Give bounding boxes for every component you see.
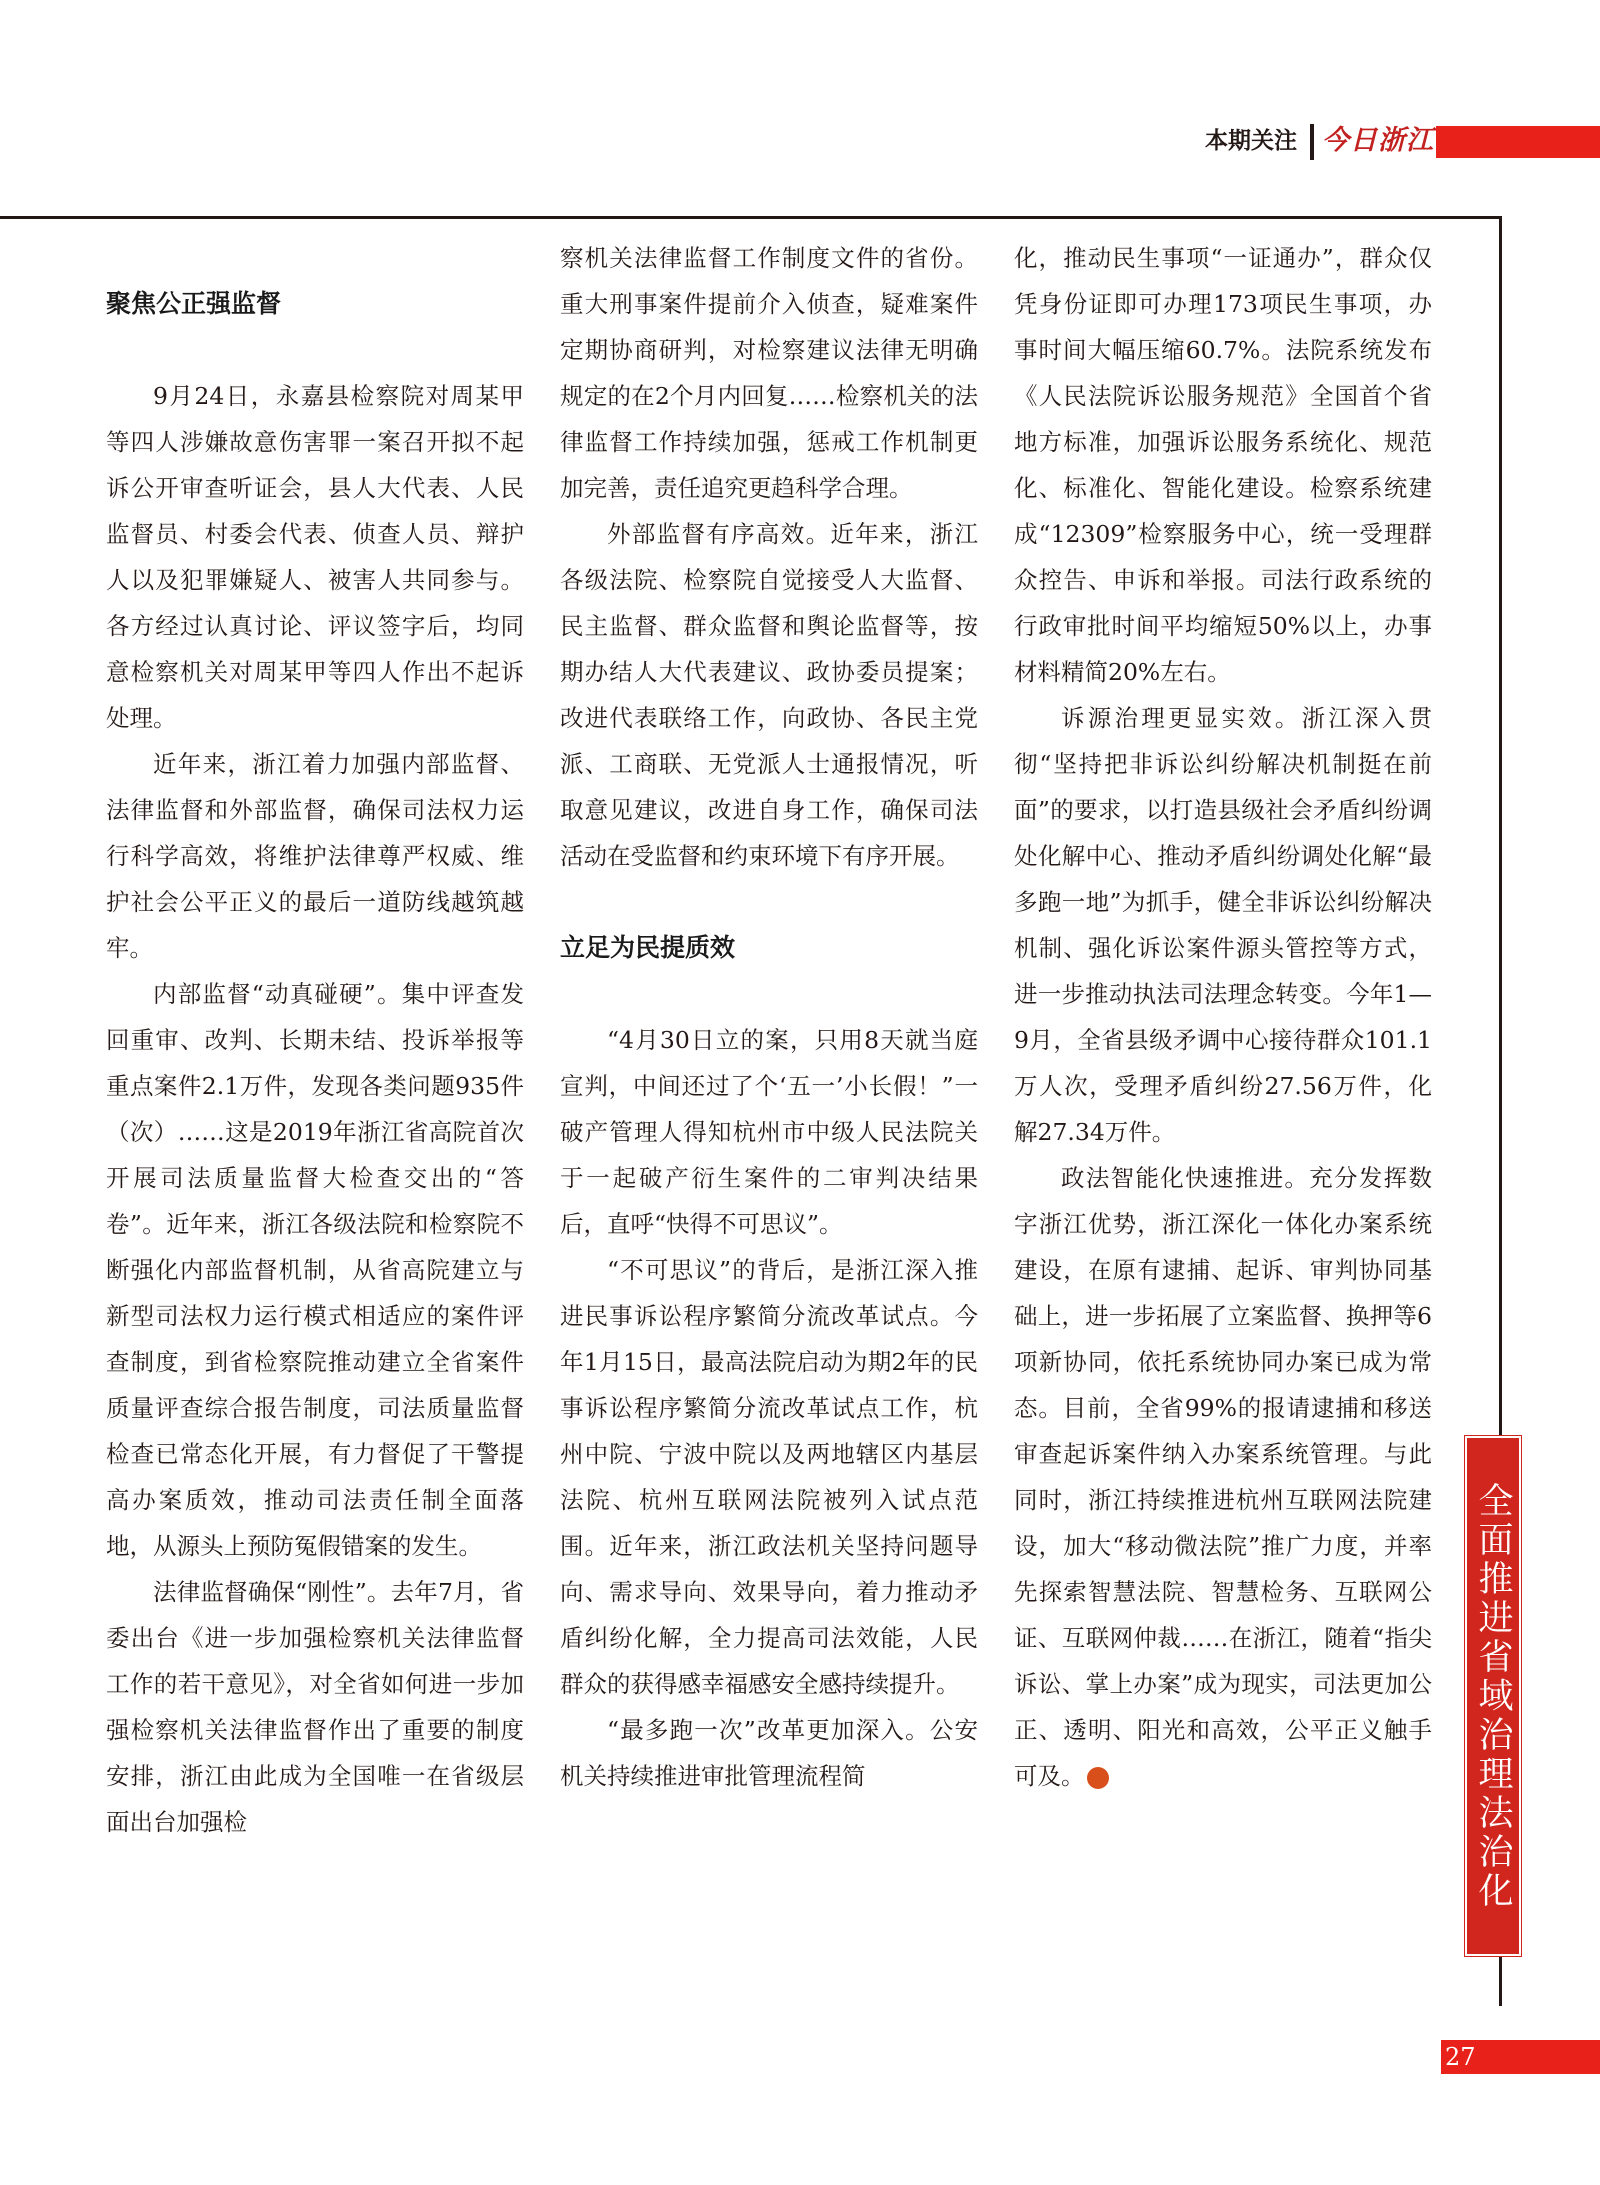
column-spacer [106, 327, 524, 373]
paragraph: 内部监督“动真碰硬”。集中评查发回重审、改判、长期未结、投诉举报等重点案件2.1万件，发现各类问题935件（次）……这是2019年浙江省高院首次开展司法质量监督大检查交出的“答卷”。近年来，浙江各级法院和检察院不断强化内部监督机制，从省高院建立与新型司法权力运行模式相适应的案件评查制度，到省检察院推动建立全省案件质量评查综合报告制度，司法质量监督检查已常态化开展，有力督促了干警提高办案质效，推动司法责任制全面落地，从源头上预防冤假错案的发生。 [106, 980, 524, 1560]
side-section-tab [1465, 1436, 1521, 1956]
magazine-logo: 今日浙江 [1322, 125, 1434, 156]
header-red-bar [1436, 126, 1600, 158]
column-spacer [560, 971, 978, 1017]
paragraph: “不可思议”的背后，是浙江深入推进民事诉讼程序繁简分流改革试点。今年1月15日，最高法院启动为期2年的民事诉讼程序繁简分流改革试点工作，杭州中院、宁波中院以及两地辖区内基层法院、杭州互联网法院被列入试点范围。近年来，浙江政法机关坚持问题导向、需求导向、效果导向，着力推动矛盾纠纷化解，全力提高司法效能，人民群众的获得感幸福感安全感持续提升。 [560, 1256, 978, 1698]
article-column-1 [106, 235, 524, 1845]
side-tab-title: 全面推进省域治理法治化 [1473, 1481, 1513, 1911]
paragraph: 化，推动民生事项“一证通办”，群众仅凭身份证即可办理173项民生事项，办事时间大幅压缩60.7%。法院系统发布《人民法院诉讼服务规范》全国首个省地方标准，加强诉讼服务系统化、规范化、标准化、智能化建设。检察系统建成“12309”检察服务中心，统一受理群众控告、申诉和举报。司法行政系统的行政审批时间平均缩短50%以上，办事材料精简20%左右。 [1014, 244, 1432, 686]
paragraph: 近年来，浙江着力加强内部监督、法律监督和外部监督，确保司法权力运行科学高效，将维护法律尊严权威、维护社会公平正义的最后一道防线越筑越牢。 [106, 750, 524, 962]
section-heading: 立足为民提质效 [560, 933, 736, 962]
paragraph: 察机关法律监督工作制度文件的省份。重大刑事案件提前介入侦查，疑难案件定期协商研判，对检察建议法律无明确规定的在2个月内回复……检察机关的法律监督工作持续加强，惩戒工作机制更加完善，责任追究更趋科学合理。 [560, 244, 978, 502]
end-mark-icon: 今 [1087, 1767, 1109, 1789]
paragraph: “最多跑一次”改革更加深入。公安机关持续推进审批管理流程简 [560, 1716, 978, 1790]
paragraph: 外部监督有序高效。近年来，浙江各级法院、检察院自觉接受人大监督、民主监督、群众监督和舆论监督等，按期办结人大代表建议、政协委员提案；改进代表联络工作，向政协、各民主党派、工商联、无党派人士通报情况，听取意见建议，改进自身工作，确保司法活动在受监督和约束环境下有序开展。 [560, 520, 978, 870]
page-header [0, 0, 1600, 200]
article-column-2 [560, 235, 978, 1799]
top-rule [0, 216, 1502, 219]
paragraph-text: 政法智能化快速推进。充分发挥数字浙江优势，浙江深化一体化办案系统建设，在原有逮捕、起诉、审判协同基础上，进一步拓展了立案监督、换押等6项新协同，依托系统协同办案已成为常态。目前，全省99%的报请逮捕和移送审查起诉案件纳入办案系统管理。与此同时，浙江持续推进杭州互联网法院建设，加大“移动微法院”推广力度，并率先探索智慧法院、智慧检务、互联网公证、互联网仲裁……在浙江，随着“指尖诉讼、掌上办案”成为现实，司法更加公正、透明、阳光和高效，公平正义触手可及。 [1014, 1164, 1432, 1790]
column-spacer [106, 235, 524, 281]
paragraph: 法律监督确保“刚性”。去年7月，省委出台《进一步加强检察机关法律监督工作的若干意见》，对全省如何进一步加强检察机关法律监督作出了重要的制度安排，浙江由此成为全国唯一在省级层面出台加强检 [106, 1578, 524, 1836]
paragraph [1014, 1155, 1432, 1799]
paragraph: 诉源治理更显实效。浙江深入贯彻“坚持把非诉讼纠纷解决机制挺在前面”的要求，以打造县级社会矛盾纠纷调处化解中心、推动矛盾纠纷调处化解“最多跑一地”为抓手，健全非诉讼纠纷解决机制、强化诉讼案件源头管控等方式，进一步推动执法司法理念转变。今年1—9月，全省县级矛调中心接待群众101.1万人次，受理矛盾纠纷27.56万件，化解27.34万件。 [1014, 704, 1432, 1146]
header-separator [1310, 124, 1314, 160]
section-heading: 聚焦公正强监督 [106, 289, 282, 318]
paragraph: 9月24日，永嘉县检察院对周某甲等四人涉嫌故意伤害罪一案召开拟不起诉公开审查听证会，县人大代表、人民监督员、村委会代表、侦查人员、辩护人以及犯罪嫌疑人、被害人共同参与。各方经过认真讨论、评议签字后，均同意检察机关对周某甲等四人作出不起诉处理。 [106, 382, 524, 732]
column-spacer [560, 879, 978, 925]
paragraph: “4月30日立的案，只用8天就当庭宣判，中间还过了个‘五一’小长假！”一破产管理人得知杭州市中级人民法院关于一起破产衍生案件的二审判决结果后，直呼“快得不可思议”。 [560, 1026, 978, 1238]
article-column-3 [1014, 235, 1432, 1799]
section-label: 本期关注 [1205, 128, 1297, 154]
page-number: 27 [1445, 2043, 1476, 2071]
